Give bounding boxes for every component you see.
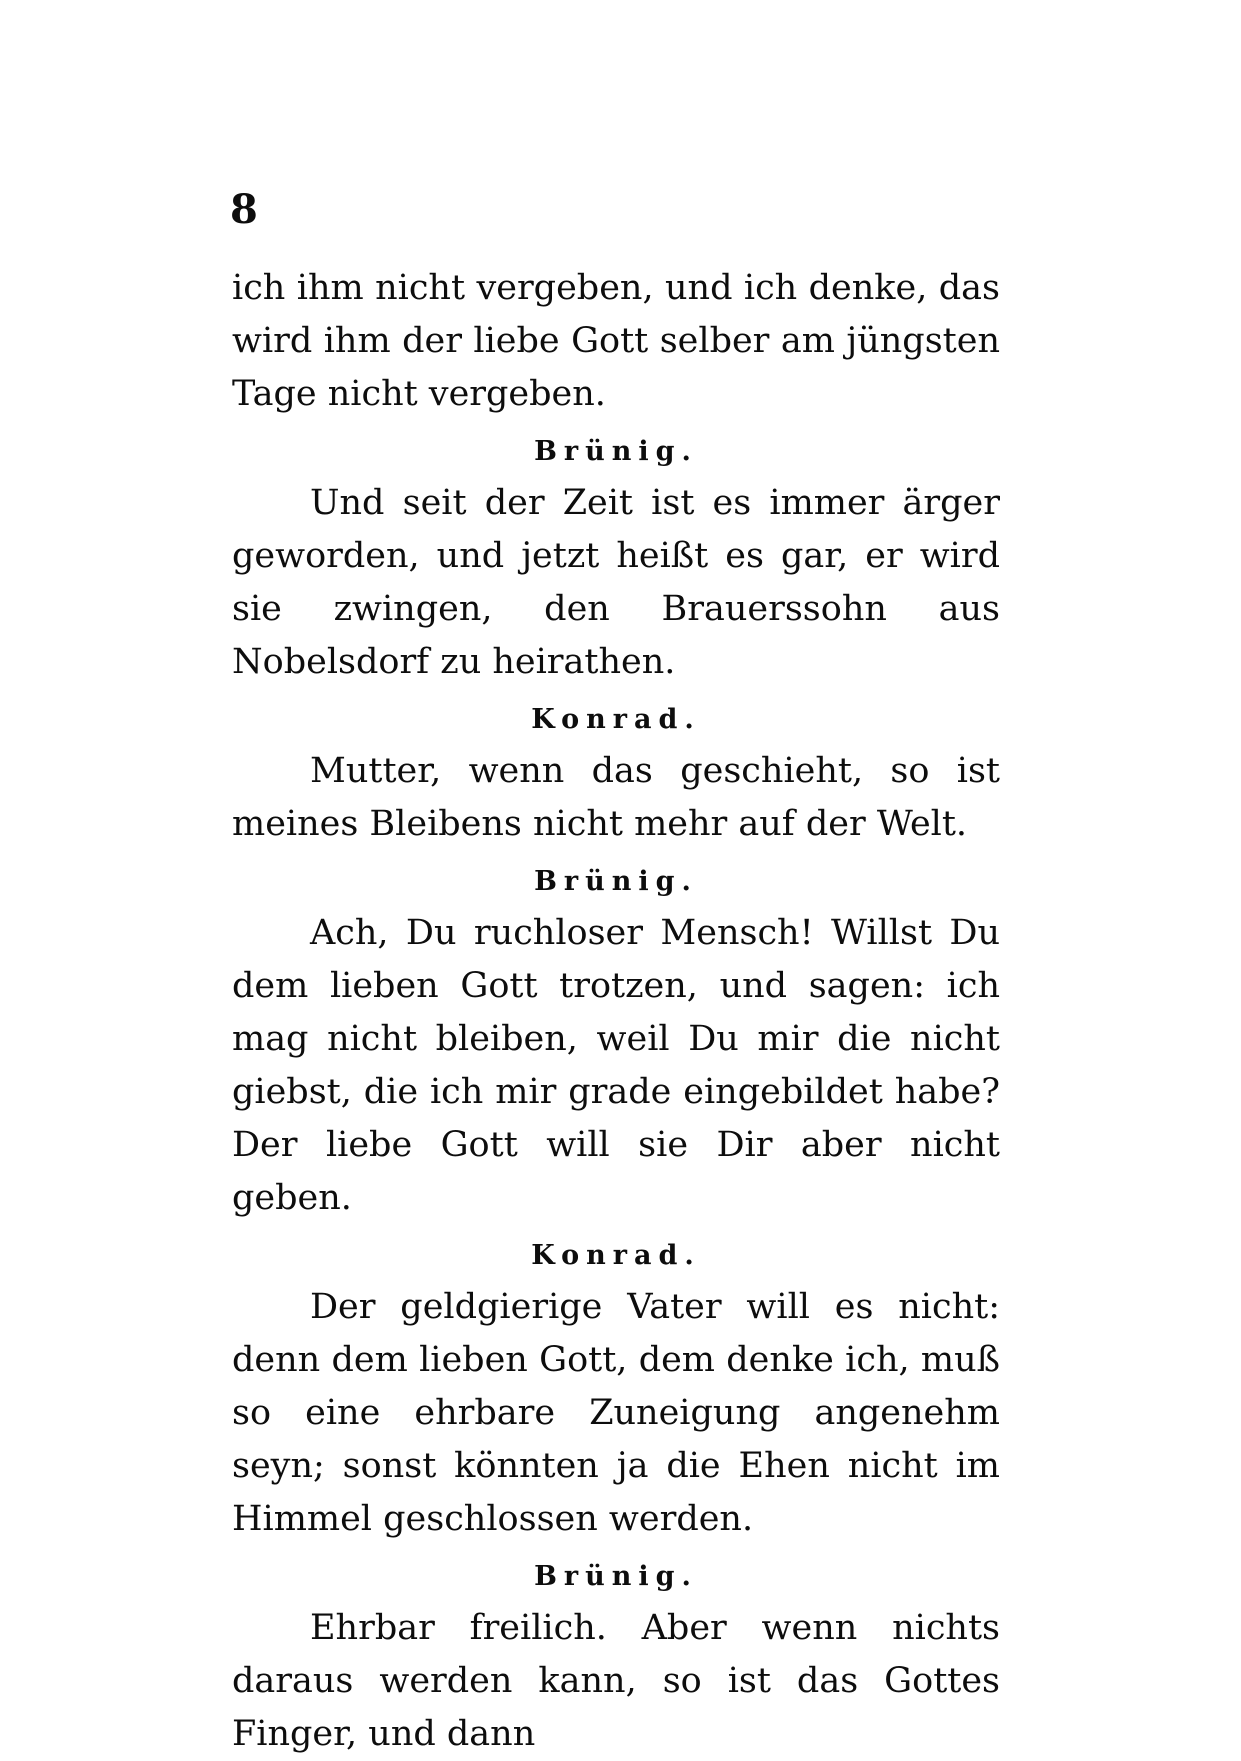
speaker-name-bruenig: Brünig.: [534, 436, 698, 467]
text-body: [232, 262, 1000, 1761]
speaker-name-bruenig: Brünig.: [534, 866, 698, 897]
page-number: 8: [230, 186, 258, 233]
paragraph-continuation: ich ihm nicht vergeben, und ich denke, das wird ihm der liebe Gott selber am jüngsten Tage nicht vergeben.: [232, 268, 1000, 414]
speech-paragraph: Ach, Du ruchloser Mensch! Willst Du dem lieben Gott trotzen, und sagen: ich mag nicht bleiben, weil Du mir die nicht giebst, die ich mir grade eingebildet habe? Der liebe Gott will sie Dir aber nicht geben.: [232, 913, 1000, 1218]
speaker-name-bruenig: Brünig.: [534, 1561, 698, 1592]
speech-paragraph: Der geldgierige Vater will es nicht: denn dem lieben Gott, dem denke ich, muß so eine ehrbare Zuneigung angenehm seyn; sonst könnten ja die Ehen nicht im Himmel geschlossen werden.: [232, 1287, 1000, 1539]
speaker-name-konrad: Konrad.: [531, 1240, 701, 1271]
speech-paragraph: Ehrbar freilich. Aber wenn nichts daraus werden kann, so ist das Gottes Finger, und dann: [232, 1608, 1000, 1754]
speaker-name-konrad: Konrad.: [531, 704, 701, 735]
speech-paragraph: Mutter, wenn das geschieht, so ist meines Bleibens nicht mehr auf der Welt.: [232, 751, 1000, 844]
speech-paragraph: Und seit der Zeit ist es immer ärger geworden, und jetzt heißt es gar, er wird sie zwingen, den Brauerssohn aus Nobelsdorf zu heirathen.: [232, 483, 1000, 682]
